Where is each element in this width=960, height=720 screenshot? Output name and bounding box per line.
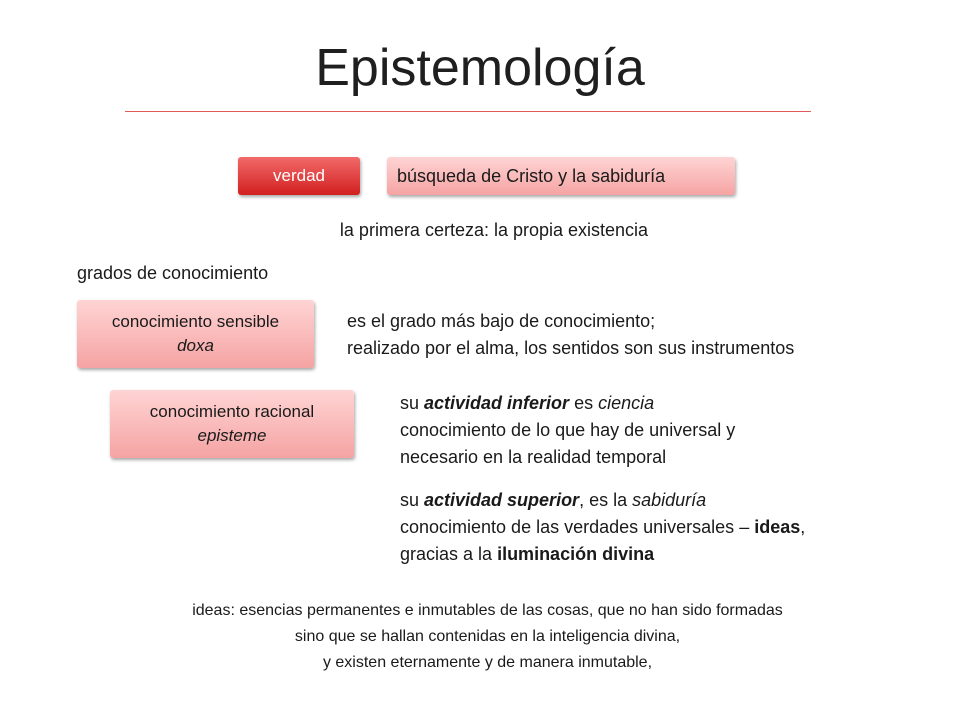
page-title: Epistemología [315, 39, 645, 97]
grados-heading: grados de conocimiento [77, 263, 269, 283]
superior-line2-pre: conocimiento de las verdades universales – [400, 517, 755, 537]
superior-line1 [400, 487, 805, 514]
superior-line2-post: , [800, 517, 806, 537]
ideas-line1: ideas: esencias permanentes e inmutables de las cosas, que no han sido formadas [192, 602, 783, 619]
verdad-box: verdad [238, 157, 360, 195]
racional-label: conocimiento racional [149, 402, 315, 421]
ideas-line3: y existen eternamente y de manera inmutable, [322, 654, 653, 671]
sensible-label: conocimiento sensible [111, 312, 280, 331]
primera-certeza-text: la primera certeza: la propia existencia [339, 220, 649, 240]
sensible-desc-line2: realizado por el alma, los sentidos son sus instrumentos [347, 338, 795, 358]
sensible-description [347, 308, 794, 362]
superior-line3 [400, 541, 805, 568]
actividad-superior-block [400, 487, 805, 568]
superior-name: sabiduría [632, 490, 707, 510]
inferior-name: ciencia [598, 393, 655, 413]
ideas-line2: sino que se hallan contenidas en la inteligencia divina, [294, 628, 681, 645]
conocimiento-racional-box [110, 390, 354, 458]
inferior-line2: conocimiento de lo que hay de universal y [400, 420, 736, 440]
conocimiento-sensible-box [77, 300, 314, 368]
superior-line3-pre: gracias a la [400, 544, 498, 564]
sensible-term: doxa [177, 336, 214, 355]
inferior-mid: es [569, 393, 599, 413]
inferior-line3: necesario en la realidad temporal [400, 447, 667, 467]
ideas-note [0, 598, 960, 676]
superior-ideas: ideas [754, 517, 801, 537]
superior-iluminacion: iluminación divina [497, 544, 655, 564]
actividad-inferior-block [400, 390, 735, 471]
title-divider [125, 111, 811, 112]
busqueda-box: búsqueda de Cristo y la sabiduría [387, 157, 735, 195]
inferior-line1 [400, 390, 735, 417]
inferior-activity: actividad inferior [424, 393, 570, 413]
superior-prefix: su [400, 490, 425, 510]
racional-term: episteme [197, 426, 267, 445]
sensible-desc-line1: es el grado más bajo de conocimiento; [347, 311, 656, 331]
inferior-prefix: su [400, 393, 425, 413]
superior-activity: actividad superior [424, 490, 580, 510]
superior-line2 [400, 514, 805, 541]
superior-mid: , es la [579, 490, 633, 510]
